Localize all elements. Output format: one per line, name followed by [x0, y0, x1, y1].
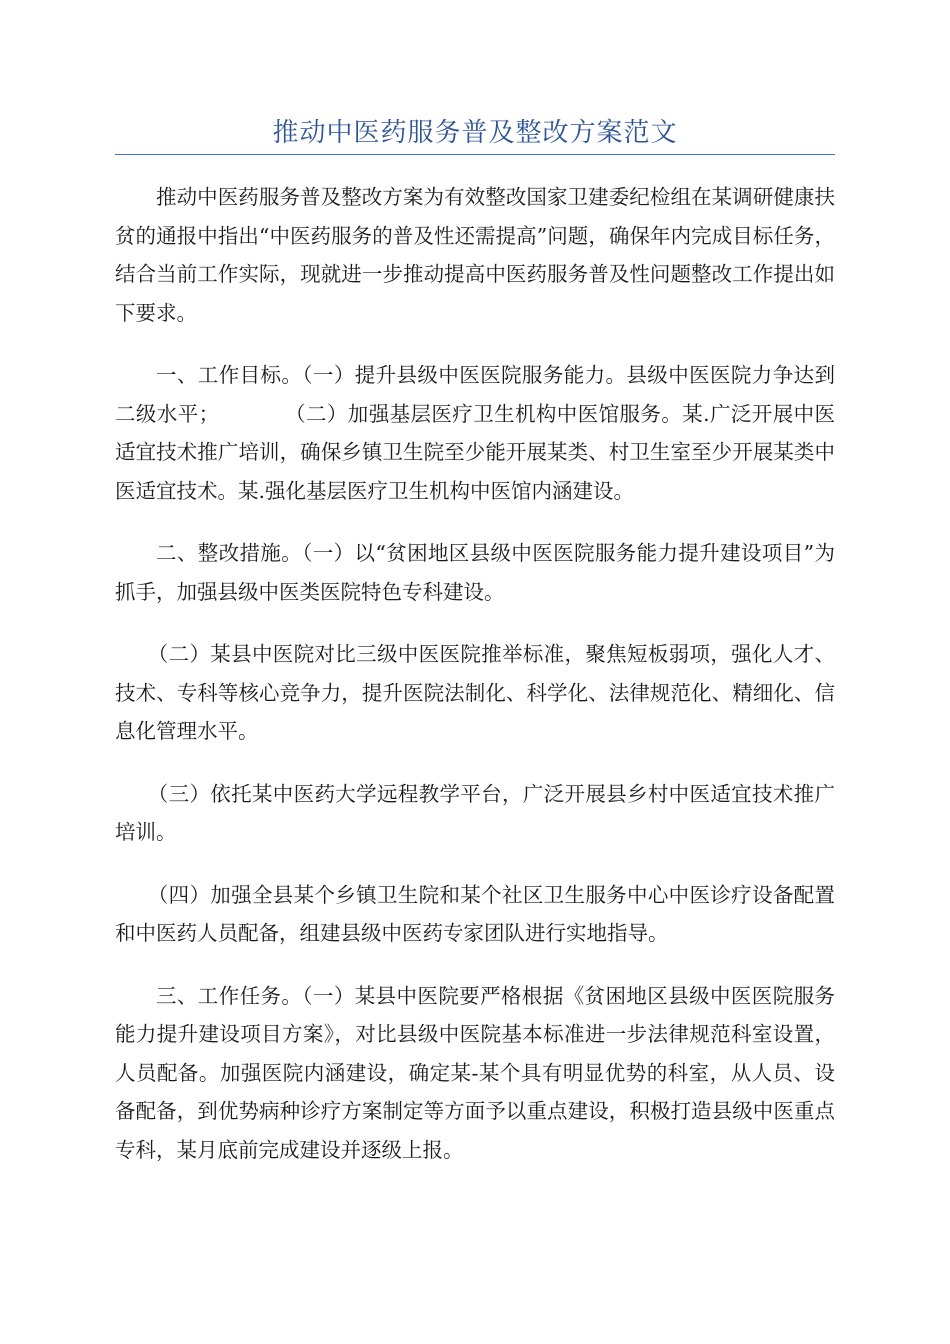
measure-four-paragraph: （四）加强全县某个乡镇卫生院和某个社区卫生服务中心中医诊疗设备配置和中医药人员配备，组建县级中医药专家团队进行实地指导。	[115, 882, 835, 945]
section-goals-paragraph	[115, 356, 835, 510]
title-underline	[115, 154, 835, 155]
measure-two-paragraph: （二）某县中医院对比三级中医医院推举标准，聚焦短板弱项，强化人才、技术、专科等核心竞争力，提升医院法制化、科学化、法律规范化、精细化、信息化管理水平。	[115, 642, 835, 743]
section-measures-paragraph: 二、整改措施。（一）以“贫困地区县级中医医院服务能力提升建设项目”为抓手，加强县级中医类医院特色专科建设。	[115, 541, 835, 604]
section-tasks-paragraph: 三、工作任务。（一）某县中医院要严格根据《贫困地区县级中医医院服务能力提升建设项目方案》，对比县级中医院基本标准进一步法律规范科室设置，人员配备。加强医院内涵建设，确定某-某个具有明显优势的科室，从人员、设备配备，到优势病种诊疗方案制定等方面予以重点建设，积极打造县级中医重点专科，某月底前完成建设并逐级上报。	[115, 983, 835, 1162]
document-title: 推动中医药服务普及整改方案范文	[272, 118, 678, 148]
goal-two-text: （二）加强基层医疗卫生机构中医馆服务。某.广泛开展中医适宜技术推广培训，确保乡镇卫生院至少能开展某类、村卫生室至少开展某类中医适宜技术。某.强化基层医疗卫生机构中医馆内涵建设。	[115, 401, 836, 503]
intro-paragraph: 推动中医药服务普及整改方案为有效整改国家卫建委纪检组在某调研健康扶贫的通报中指出“中医药服务的普及性还需提高”问题，确保年内完成目标任务，结合当前工作实际，现就进一步推动提高中医药服务普及性问题整改工作提出如下要求。	[115, 185, 835, 325]
measure-three-paragraph: （三）依托某中医药大学远程教学平台，广泛开展县乡村中医适宜技术推广培训。	[115, 781, 835, 844]
document-body	[115, 178, 835, 1193]
goal-one-text: 一、工作目标。（一）提升县级中医医院服务能力。县级中医医院力争达到二级水平；	[115, 363, 835, 426]
